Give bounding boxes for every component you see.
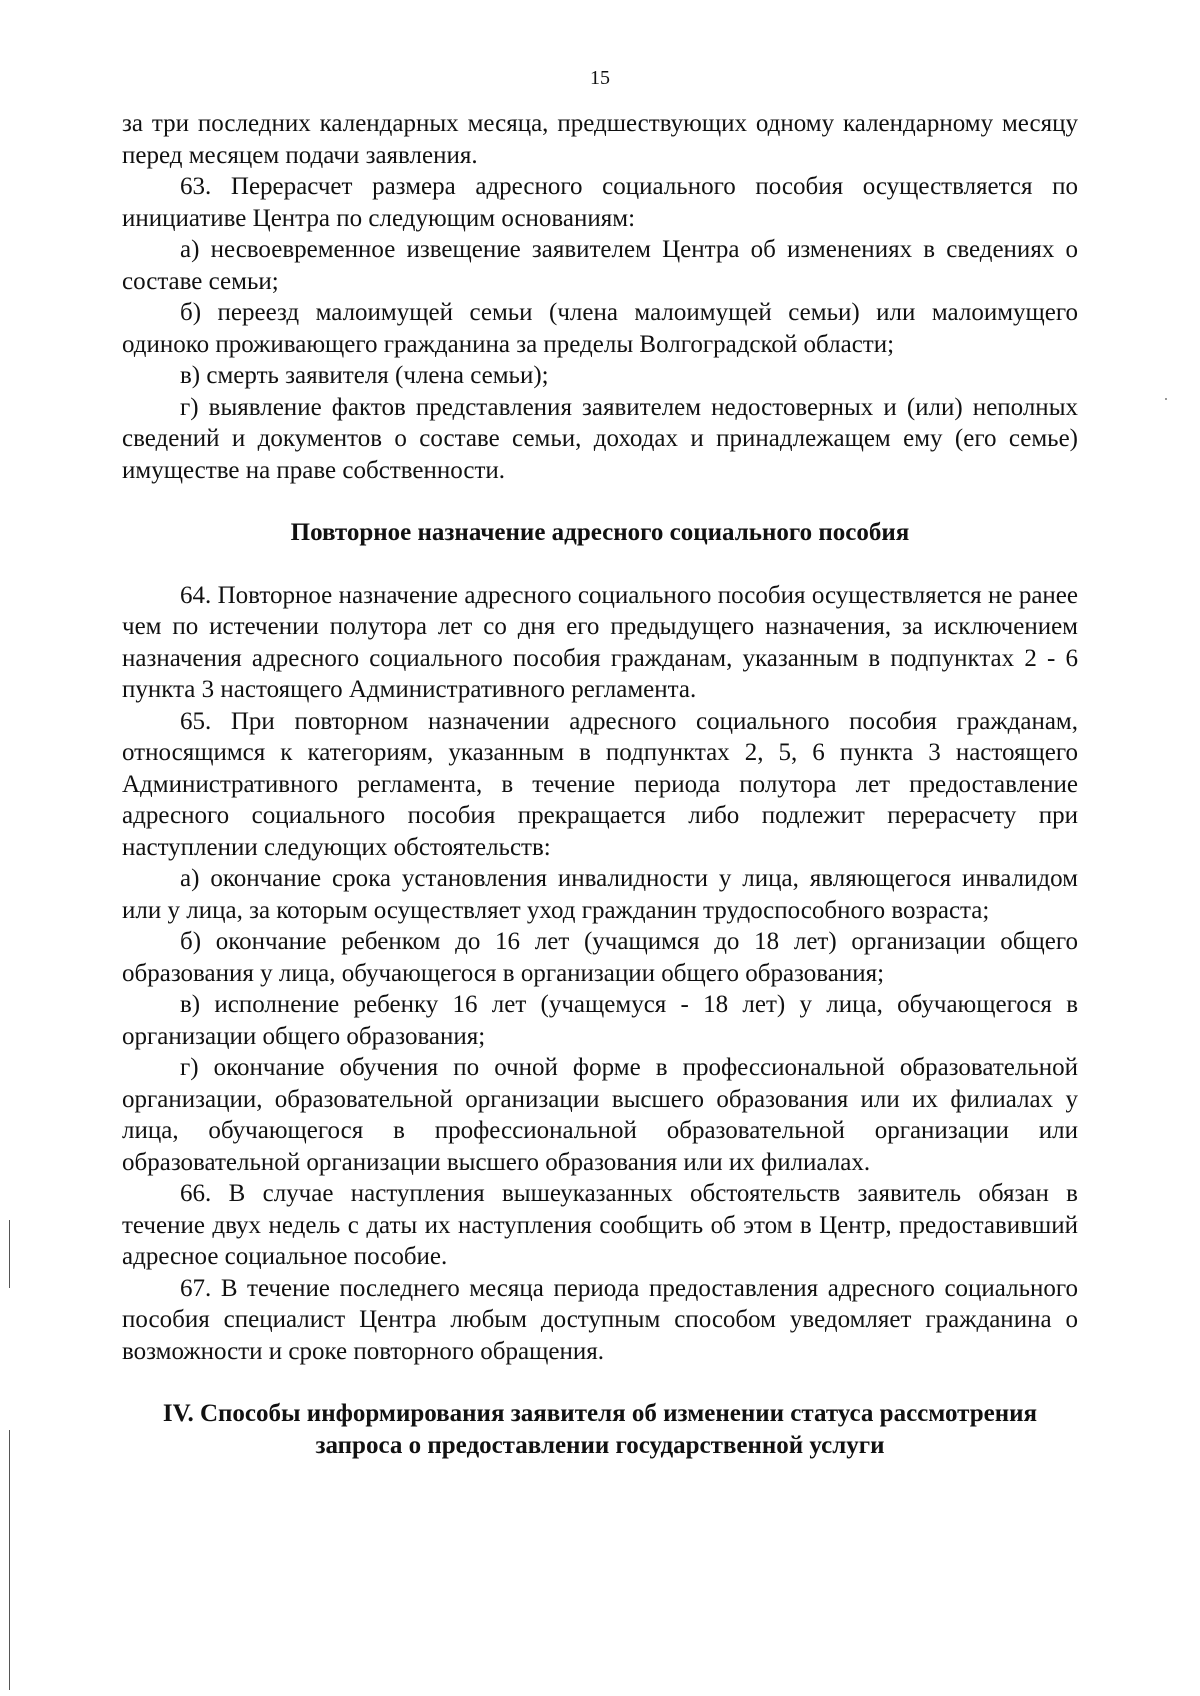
list-item-65b: б) окончание ребенком до 16 лет (учащимся до 18 лет) организации общего образования у лица, обучающегося в организации общего образования; bbox=[122, 928, 1078, 987]
paragraph-continuation: за три последних календарных месяца, предшествующих одному календарному месяцу перед месяцем подачи заявления. bbox=[122, 110, 1078, 169]
list-item-63a: а) несвоевременное извещение заявителем Центра об изменениях в сведениях о составе семьи; bbox=[122, 236, 1078, 295]
document-body bbox=[122, 108, 1078, 1461]
list-item-63b: б) переезд малоимущей семьи (члена малоимущей семьи) или малоимущего одиноко проживающего гражданина за пределы Волгоградской области; bbox=[122, 299, 1078, 358]
chapter-heading: IV. Способы информирования заявителя об изменении статуса рассмотрения запроса о предоставлении государственной услуги bbox=[162, 1400, 1038, 1459]
scan-edge-mark bbox=[9, 1430, 10, 1690]
paragraph-67: 67. В течение последнего месяца периода предоставления адресного социального пособия специалист Центра любым доступным способом уведомляет гражданина о возможности и сроке повторного обращения. bbox=[122, 1274, 1078, 1365]
paragraph-64: 64. Повторное назначение адресного социального пособия осуществляется не ранее чем по истечении полутора лет со дня его предыдущего назначения, за исключением назначения адресного социального пособия гражданам, указанным в подпунктах 2 - 6 пункта 3 настоящего Административного регламента. bbox=[122, 581, 1078, 703]
paragraph-66: 66. В случае наступления вышеуказанных обстоятельств заявитель обязан в течение двух недель с даты их наступления сообщить об этом в Центр, предоставивший адресное социальное пособие. bbox=[122, 1180, 1078, 1270]
paragraph-65: 65. При повторном назначении адресного социального пособия гражданам, относящимся к категориям, указанным в подпунктах 2, 5, 6 пункта 3 настоящего Административного регламента, в течение периода полутора лет предоставление адресного социального пособия прекращается либо подлежит перерасчету при наступлении следующих обстоятельств: bbox=[122, 707, 1078, 861]
list-item-63d: г) выявление фактов представления заявителем недостоверных и (или) неполных сведений и документов о составе семьи, доходах и принадлежащем ему (его семье) имуществе на праве собственности. bbox=[122, 393, 1078, 484]
section-heading: Повторное назначение адресного социального пособия bbox=[290, 519, 910, 546]
list-item-65d: г) окончание обучения по очной форме в профессиональной образовательной организации, образовательной организации высшего образования или их филиалах у лица, обучающегося в профессиональной образовательной организации или образовательной организации высшего образования или их филиалах. bbox=[122, 1054, 1078, 1176]
page-number: 15 bbox=[590, 67, 610, 89]
list-item-65c: в) исполнение ребенку 16 лет (учащемуся - 18 лет) у лица, обучающегося в организации общего образования; bbox=[122, 991, 1078, 1050]
list-item-65a: а) окончание срока установления инвалидности у лица, являющегося инвалидом или у лица, за которым осуществляет уход гражданин трудоспособного возраста; bbox=[122, 865, 1078, 924]
paragraph-63: 63. Перерасчет размера адресного социального пособия осуществляется по инициативе Центра по следующим основаниям: bbox=[122, 173, 1078, 232]
scan-artifact-dot bbox=[1165, 398, 1167, 400]
list-item-63c: в) смерть заявителя (члена семьи); bbox=[180, 362, 549, 389]
scan-edge-mark bbox=[9, 1220, 10, 1288]
